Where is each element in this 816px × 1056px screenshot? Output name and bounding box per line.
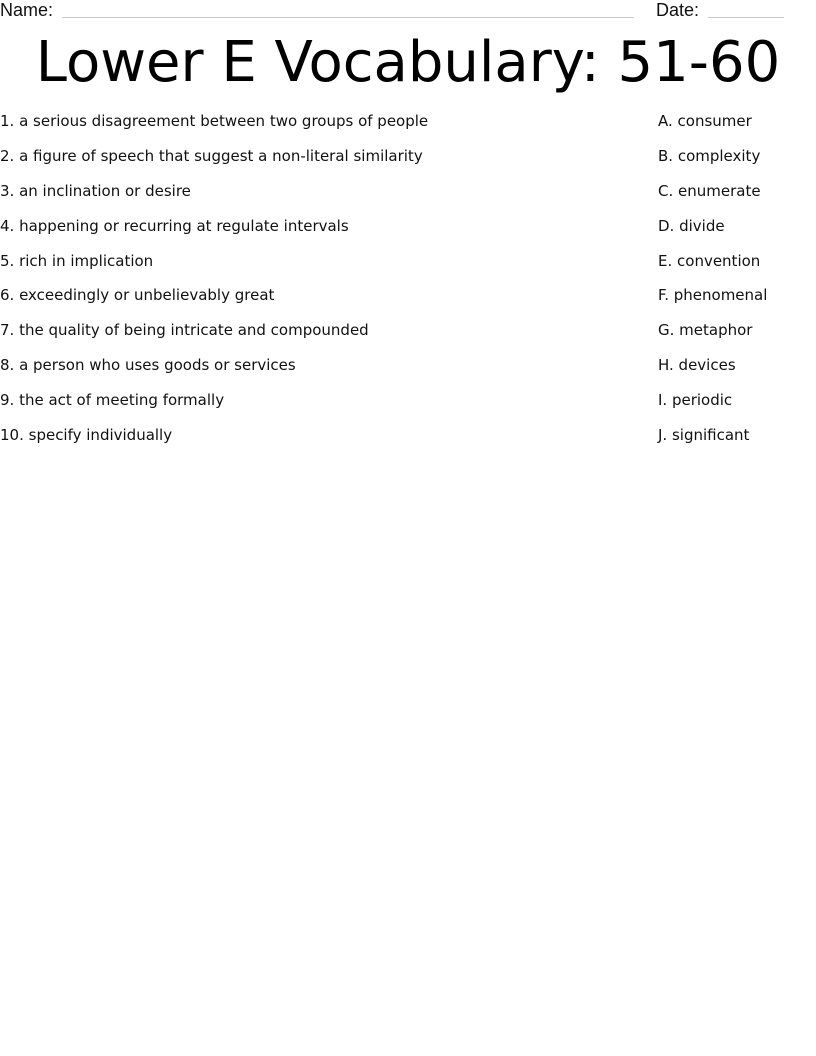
answer-item: F. phenomenal xyxy=(658,286,768,305)
answer-item: E. convention xyxy=(658,251,761,270)
clue-item: 8. a person who uses goods or services xyxy=(0,356,296,375)
answer-item: B. complexity xyxy=(658,146,761,165)
clue-item: 3. an inclination or desire xyxy=(0,181,191,200)
answer-item: H. devices xyxy=(658,356,736,375)
clue-item: 1. a serious disagreement between two groups of people xyxy=(0,112,429,130)
answer-item: G. metaphor xyxy=(658,321,753,340)
page-title: Lower E Vocabulary: 51-60 xyxy=(35,30,781,95)
answer-item: D. divide xyxy=(658,216,725,235)
date-blank-line[interactable] xyxy=(708,17,784,18)
clue-item: 5. rich in implication xyxy=(0,251,154,270)
clue-list xyxy=(0,111,620,460)
answer-item: I. periodic xyxy=(658,391,733,410)
answer-item: C. enumerate xyxy=(658,181,761,200)
clue-item: 4. happening or recurring at regulate intervals xyxy=(0,216,349,235)
date-label: Date: xyxy=(656,0,700,20)
answer-item: J. significant xyxy=(658,426,750,445)
clue-item: 10. specify individually xyxy=(0,426,173,445)
clue-item: 2. a figure of speech that suggest a non-literal similarity xyxy=(0,146,423,165)
name-label: Name: xyxy=(0,0,54,20)
answer-list xyxy=(658,111,808,460)
clue-item: 7. the quality of being intricate and compounded xyxy=(0,321,369,340)
name-blank-line[interactable] xyxy=(62,17,634,18)
answer-item: A. consumer xyxy=(658,112,752,130)
clue-item: 6. exceedingly or unbelievably great xyxy=(0,286,275,305)
clue-item: 9. the act of meeting formally xyxy=(0,391,225,410)
header-line xyxy=(0,0,816,24)
